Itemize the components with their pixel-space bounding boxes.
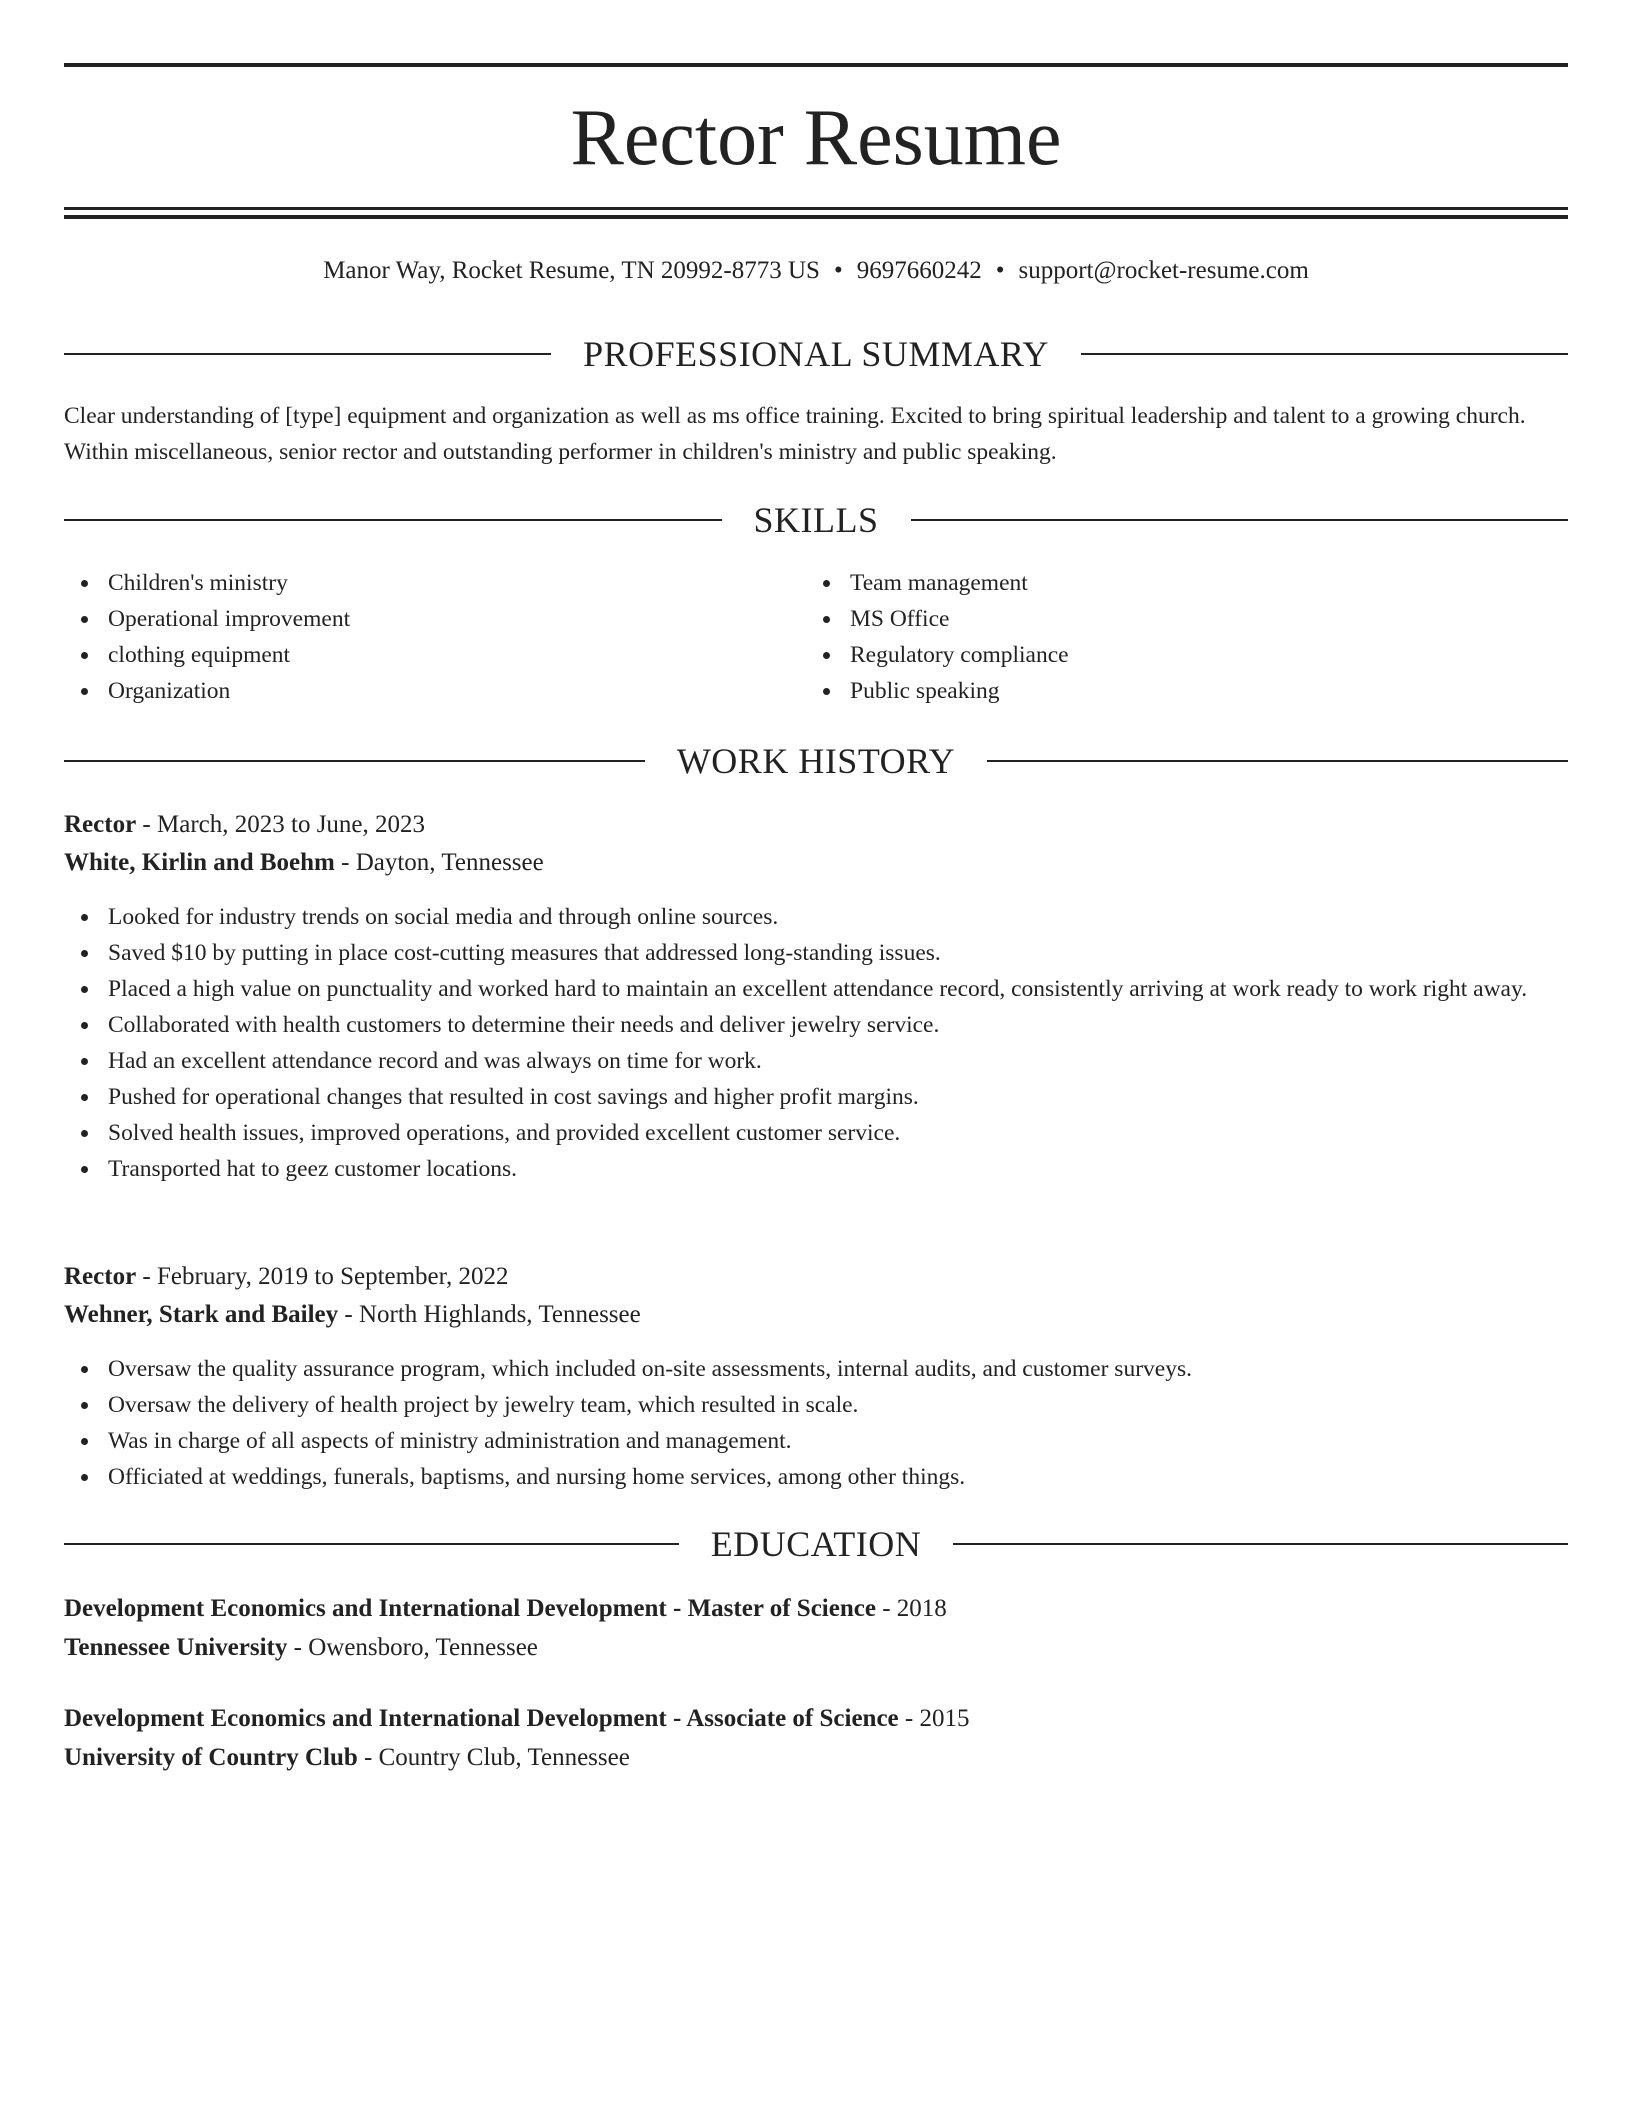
job-location: - Dayton, Tennessee [334,849,544,876]
job-bullet: Pushed for operational changes that resulted in cost savings and higher profit margins. [64,1079,1568,1115]
heading-rule [64,519,722,521]
education-heading [64,1522,1568,1566]
skills-heading [64,498,1568,542]
job-bullets [64,1351,1568,1495]
school-location: - Owensboro, Tennessee [287,1634,538,1661]
skill-item: MS Office [806,601,1526,637]
skill-item: Operational improvement [64,601,784,637]
job-bullets [64,899,1568,1187]
job-company: White, Kirlin and Boehm [64,849,335,876]
job-title-line [64,1258,1568,1296]
school-name: Tennessee University [64,1634,288,1661]
heading-rule [1081,353,1568,355]
degree-year: - 2018 [875,1595,947,1622]
job-company-line [64,1296,1568,1334]
heading-rule [911,519,1569,521]
title-double-divider [64,207,1568,219]
job-bullet: Looked for industry trends on social media and through online sources. [64,899,1568,935]
job-bullet: Solved health issues, improved operations, and provided excellent customer service. [64,1115,1568,1151]
contact-phone: 9697660242 [856,257,982,284]
job-bullet: Collaborated with health customers to determine their needs and deliver jewelry service. [64,1007,1568,1043]
job-bullet: Oversaw the delivery of health project by jewelry team, which resulted in scale. [64,1387,1568,1423]
skill-item: clothing equipment [64,637,784,673]
work-title: WORK HISTORY [676,741,956,781]
skills-title: SKILLS [753,500,879,540]
summary-title: PROFESSIONAL SUMMARY [583,334,1049,374]
job-bullet: Oversaw the quality assurance program, which included on-site assessments, internal audits, and customer surveys. [64,1351,1568,1387]
skill-item: Organization [64,673,784,709]
summary-text: Clear understanding of [type] equipment and organization as well as ms office training. Excited to bring spiritual leadership and talent to a growing church. Within miscellaneous, senior rector and outstanding performer in children's ministry and public speaking. [64,403,1526,465]
contact-line [64,253,1568,289]
job-bullet: Saved $10 by putting in place cost-cutting measures that addressed long-standing issues. [64,935,1568,971]
school-name: University of Country Club [64,1744,358,1771]
job-bullet: Was in charge of all aspects of ministry administration and management. [64,1423,1568,1459]
job-bullet: Placed a high value on punctuality and worked hard to maintain an excellent attendance record, consistently arriving at work ready to work right away. [64,971,1568,1007]
school-location: - Country Club, Tennessee [357,1744,630,1771]
contact-email: support@rocket-resume.com [1018,257,1309,284]
heading-rule [953,1543,1568,1545]
resume-name: Rector Resume [570,94,1062,182]
degree-line [64,1590,1568,1628]
job-company-line [64,844,1568,882]
job-title: Rector [64,1263,137,1290]
job-dates: - March, 2023 to June, 2023 [136,811,426,838]
skill-item: Team management [806,565,1526,601]
job-bullet: Transported hat to geez customer locations. [64,1151,1568,1187]
heading-rule [64,1543,679,1545]
contact-separator: • [833,257,843,284]
heading-rule [64,760,645,762]
skill-item: Children's ministry [64,565,784,601]
job-bullet: Officiated at weddings, funerals, baptisms, and nursing home services, among other things. [64,1459,1568,1495]
skills-list-right [806,565,1526,709]
job-dates: - February, 2019 to September, 2022 [136,1263,509,1290]
heading-rule [64,353,551,355]
summary-heading [64,332,1568,376]
heading-rule [987,760,1568,762]
contact-separator: • [995,257,1005,284]
contact-address: Manor Way, Rocket Resume, TN 20992-8773 US [323,257,820,284]
degree-name: Development Economics and International Development - Associate of Science [64,1705,899,1732]
work-heading [64,739,1568,783]
job-title-line [64,806,1568,844]
top-divider [64,63,1568,67]
degree-line [64,1700,1568,1738]
school-line [64,1629,1568,1667]
skills-list-left [64,565,784,709]
job-location: - North Highlands, Tennessee [338,1301,641,1328]
job-bullet: Had an excellent attendance record and was always on time for work. [64,1043,1568,1079]
degree-year: - 2015 [898,1705,970,1732]
job-company: Wehner, Stark and Bailey [64,1301,339,1328]
skill-item: Public speaking [806,673,1526,709]
skill-item: Regulatory compliance [806,637,1526,673]
school-line [64,1739,1568,1777]
job-title: Rector [64,811,137,838]
degree-name: Development Economics and International Development - Master of Science [64,1595,876,1622]
education-title: EDUCATION [710,1524,922,1564]
